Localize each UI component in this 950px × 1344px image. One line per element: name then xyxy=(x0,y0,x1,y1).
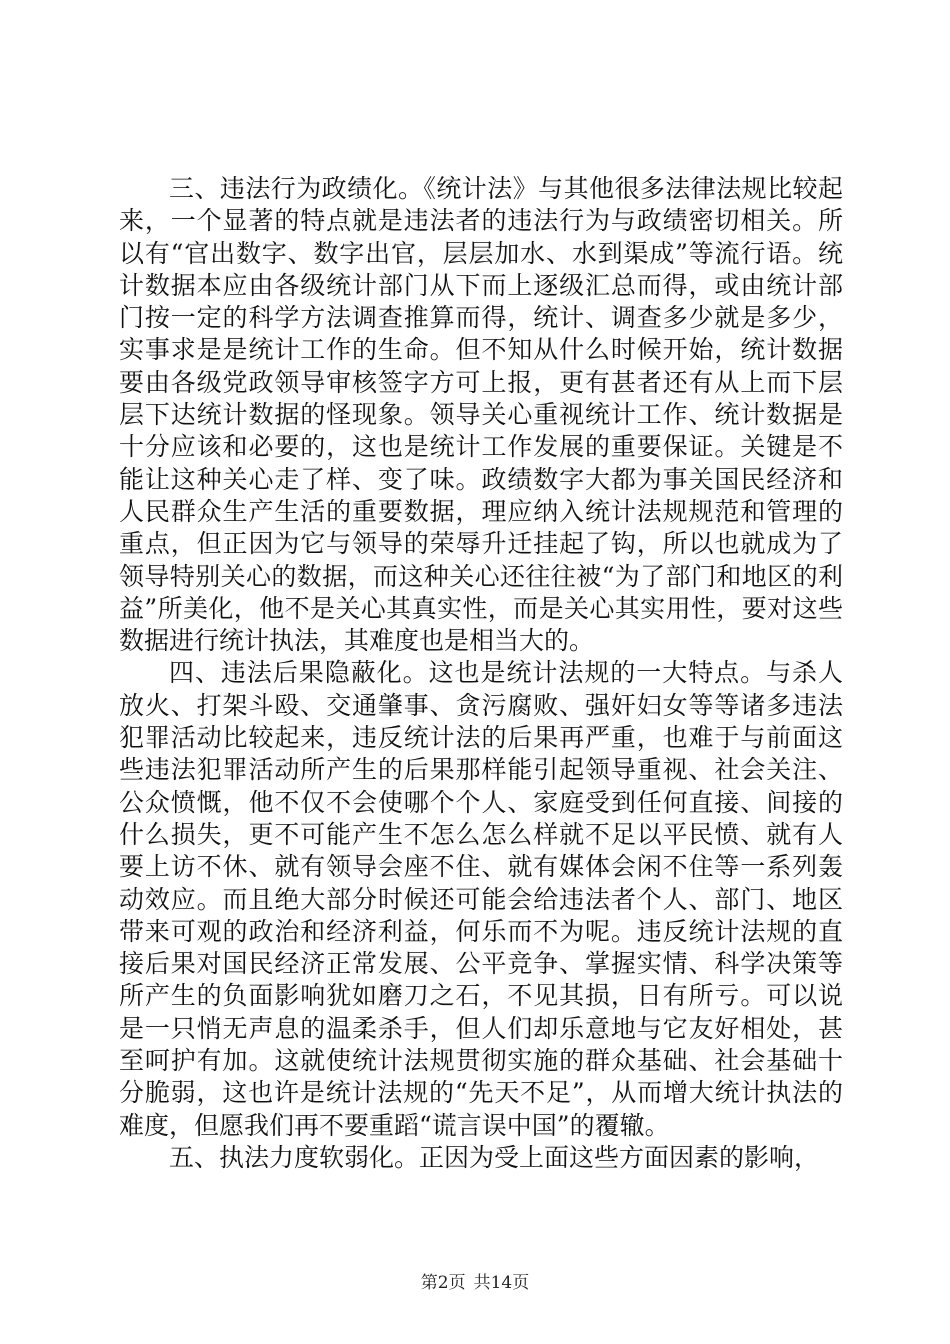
page-number-current: 第2页 xyxy=(420,1273,466,1293)
paragraph-4: 四、违法后果隐蔽化。这也是统计法规的一大特点。与杀人放火、打架斗殴、交通肇事、贪污腐败、强奸妇女等等诸多违法犯罪活动比较起来，违反统计法的后果再严重，也难于与前面这些违法犯罪活动所产生的后果那样能引起领导重视、社会关注、公众愤慨，他不仅不会使哪个个人、家庭受到任何直接、间接的什么损失，更不可能产生不怎么怎么样就不足以平民愤、就有人要上访不休、就有领导会座不住、就有媒体会闲不住等一系列轰动效应。而且绝大部分时候还可能会给违法者个人、部门、地区带来可观的政治和经济利益，何乐而不为呢。违反统计法规的直接后果对国民经济正常发展、公平竞争、掌握实情、科学决策等所产生的负面影响犹如磨刀之石，不见其损，日有所亏。可以说是一只悄无声息的温柔杀手，但人们却乐意地与它友好相处，甚至呵护有加。这就使统计法规贯彻实施的群众基础、社会基础十分脆弱，这也许是统计法规的“先天不足”，从而增大统计执法的难度，但愿我们再不要重蹈“谎言误中国”的覆辙。 xyxy=(119,658,843,1140)
paragraph-5: 五、执法力度软弱化。正因为受上面这些方面因素的影响， xyxy=(169,1142,820,1172)
paragraph-3: 三、违法行为政绩化。《统计法》与其他很多法律法规比较起来，一个显著的特点就是违法者的违法行为与政绩密切相关。所以有“官出数字、数字出官，层层加水、水到渠成”等流行语。统计数据本应由各级统计部门从下而上逐级汇总而得，或由统计部门按一定的科学方法调查推算而得，统计、调查多少就是多少，实事求是是统计工作的生命。但不知从什么时候开始，统计数据要由各级党政领导审核签字方可上报，更有甚者还有从上而下层层下达统计数据的怪现象。领导关心重视统计工作、统计数据是十分应该和必要的，这也是统计工作发展的重要保证。关键是不能让这种关心走了样、变了味。政绩数字大都为事关国民经济和人民群众生产生活的重要数据，理应纳入统计法规规范和管理的重点，但正因为它与领导的荣辱升迁挂起了钩，所以也就成为了领导特别关心的数据，而这种关心还往往被“为了部门和地区的利益”所美化，他不是关心其真实性，而是关心其实用性，要对这些数据进行统计执法，其难度也是相当大的。 xyxy=(119,174,843,656)
page-footer xyxy=(0,1268,950,1293)
body-text xyxy=(119,173,843,1174)
page-number-total: 共14页 xyxy=(473,1273,530,1293)
